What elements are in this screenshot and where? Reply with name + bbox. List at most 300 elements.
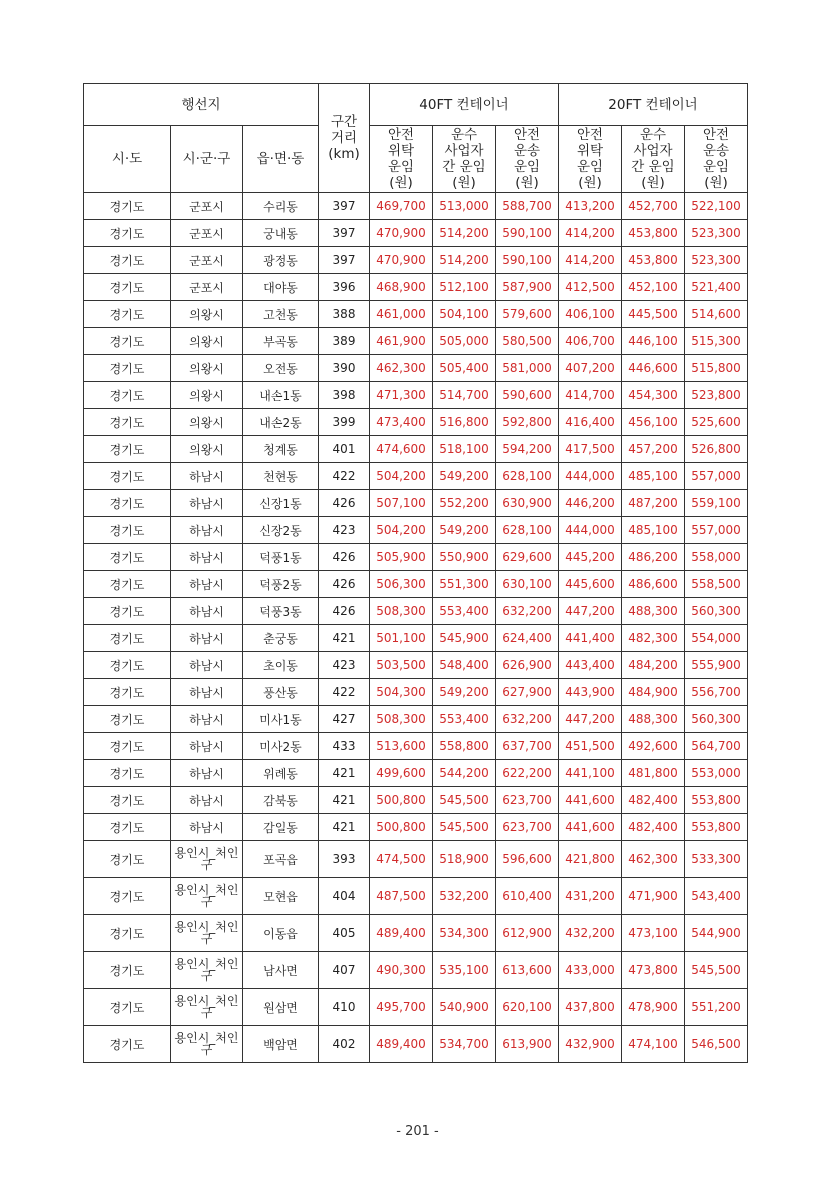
ft40-consign-cell: 503,500 xyxy=(370,652,433,679)
ft20-carrier-cell: 486,600 xyxy=(622,571,685,598)
distance-cell: 390 xyxy=(319,355,370,382)
sido-cell: 경기도 xyxy=(84,490,171,517)
ft20-consign-cell: 445,600 xyxy=(559,571,622,598)
eupmyeondong-cell: 이동읍 xyxy=(243,915,319,952)
eupmyeondong-cell: 원삼면 xyxy=(243,989,319,1026)
ft20-carrier-cell: 452,100 xyxy=(622,274,685,301)
eupmyeondong-cell: 청계동 xyxy=(243,436,319,463)
table-row xyxy=(84,679,748,706)
ft20-transport-header: 안전 운송 운임 (원) xyxy=(685,126,748,193)
ft20-transport-cell: 560,300 xyxy=(685,706,748,733)
ft20-transport-cell: 551,200 xyxy=(685,989,748,1026)
table-row xyxy=(84,193,748,220)
table-row xyxy=(84,989,748,1026)
sigungu-cell: 의왕시 xyxy=(171,301,243,328)
ft20-consign-cell: 416,400 xyxy=(559,409,622,436)
ft40-transport-cell: 623,700 xyxy=(496,814,559,841)
sigungu-cell: 하남시 xyxy=(171,679,243,706)
distance-cell: 421 xyxy=(319,760,370,787)
ft40-carrier-cell: 534,700 xyxy=(433,1026,496,1063)
ft20-consign-cell: 441,400 xyxy=(559,625,622,652)
ft20-carrier-cell: 474,100 xyxy=(622,1026,685,1063)
eupmyeondong-cell: 남사면 xyxy=(243,952,319,989)
sido-cell: 경기도 xyxy=(84,355,171,382)
ft40-consign-cell: 508,300 xyxy=(370,598,433,625)
freight-rate-table xyxy=(83,83,748,1063)
ft40-transport-cell: 612,900 xyxy=(496,915,559,952)
ft20-transport-cell: 553,800 xyxy=(685,787,748,814)
sido-cell: 경기도 xyxy=(84,544,171,571)
ft40-consign-cell: 504,200 xyxy=(370,463,433,490)
table-row xyxy=(84,760,748,787)
ft20-carrier-cell: 456,100 xyxy=(622,409,685,436)
ft20-transport-cell: 554,000 xyxy=(685,625,748,652)
ft20-transport-cell: 553,800 xyxy=(685,814,748,841)
sigungu-cell: 하남시 xyxy=(171,787,243,814)
ft20-transport-cell: 515,800 xyxy=(685,355,748,382)
ft20-consign-cell: 441,600 xyxy=(559,787,622,814)
ft20-consign-cell: 445,200 xyxy=(559,544,622,571)
ft20-carrier-cell: 473,100 xyxy=(622,915,685,952)
rate-rows xyxy=(84,193,748,1063)
eupmyeondong-cell: 덕풍3동 xyxy=(243,598,319,625)
sigungu-cell: 의왕시 xyxy=(171,382,243,409)
ft20-consign-cell: 432,900 xyxy=(559,1026,622,1063)
table-row xyxy=(84,247,748,274)
page-number: - 201 - xyxy=(396,1124,439,1139)
ft20-carrier-cell: 484,900 xyxy=(622,679,685,706)
eupmyeondong-cell: 내손2동 xyxy=(243,409,319,436)
ft40-consign-cell: 489,400 xyxy=(370,1026,433,1063)
sido-cell: 경기도 xyxy=(84,814,171,841)
sigungu-cell: 하남시 xyxy=(171,625,243,652)
table-row xyxy=(84,598,748,625)
sigungu-cell: 군포시 xyxy=(171,247,243,274)
table-row xyxy=(84,625,748,652)
sigungu-cell: 용인시_처인구 xyxy=(171,841,243,878)
distance-cell: 426 xyxy=(319,598,370,625)
ft40-carrier-cell: 518,900 xyxy=(433,841,496,878)
ft40-consign-cell: 501,100 xyxy=(370,625,433,652)
ft20-transport-cell: 564,700 xyxy=(685,733,748,760)
ft40-consign-cell: 506,300 xyxy=(370,571,433,598)
table-row xyxy=(84,814,748,841)
ft20-carrier-cell: 481,800 xyxy=(622,760,685,787)
destination-header: 행선지 xyxy=(84,84,319,126)
ft40-carrier-cell: 505,400 xyxy=(433,355,496,382)
sigungu-cell: 의왕시 xyxy=(171,409,243,436)
eupmyeondong-cell: 미사1동 xyxy=(243,706,319,733)
ft20-consign-cell: 431,200 xyxy=(559,878,622,915)
ft20-consign-cell: 414,200 xyxy=(559,247,622,274)
sido-cell: 경기도 xyxy=(84,841,171,878)
ft40-transport-cell: 630,900 xyxy=(496,490,559,517)
sido-cell: 경기도 xyxy=(84,679,171,706)
ft40-transport-header: 안전 운송 운임 (원) xyxy=(496,126,559,193)
ft40-transport-cell: 588,700 xyxy=(496,193,559,220)
ft20-transport-cell: 556,700 xyxy=(685,679,748,706)
table-row xyxy=(84,733,748,760)
ft20-consign-cell: 443,400 xyxy=(559,652,622,679)
ft20-consign-cell: 406,700 xyxy=(559,328,622,355)
eupmyeondong-cell: 신장1동 xyxy=(243,490,319,517)
eupmyeondong-cell: 풍산동 xyxy=(243,679,319,706)
ft40-carrier-cell: 540,900 xyxy=(433,989,496,1026)
ft20-consign-cell: 412,500 xyxy=(559,274,622,301)
ft20-carrier-cell: 445,500 xyxy=(622,301,685,328)
sigungu-cell: 하남시 xyxy=(171,490,243,517)
ft20-carrier-cell: 482,400 xyxy=(622,814,685,841)
sigungu-cell: 군포시 xyxy=(171,193,243,220)
table-row xyxy=(84,409,748,436)
ft20-transport-cell: 523,800 xyxy=(685,382,748,409)
table-row xyxy=(84,382,748,409)
sido-cell: 경기도 xyxy=(84,517,171,544)
sido-cell: 경기도 xyxy=(84,409,171,436)
ft40-carrier-cell: 518,100 xyxy=(433,436,496,463)
table-row xyxy=(84,878,748,915)
sigungu-cell: 군포시 xyxy=(171,220,243,247)
ft20-carrier-cell: 482,300 xyxy=(622,625,685,652)
ft40-consign-cell: 474,600 xyxy=(370,436,433,463)
ft40-transport-cell: 594,200 xyxy=(496,436,559,463)
sido-cell: 경기도 xyxy=(84,787,171,814)
ft40-transport-cell: 580,500 xyxy=(496,328,559,355)
sigungu-cell: 하남시 xyxy=(171,544,243,571)
table-row xyxy=(84,274,748,301)
sido-cell: 경기도 xyxy=(84,989,171,1026)
ft20-carrier-cell: 485,100 xyxy=(622,517,685,544)
distance-cell: 410 xyxy=(319,989,370,1026)
sido-cell: 경기도 xyxy=(84,625,171,652)
distance-cell: 393 xyxy=(319,841,370,878)
table-row xyxy=(84,841,748,878)
ft40-transport-cell: 628,100 xyxy=(496,517,559,544)
ft40-consign-cell: 504,300 xyxy=(370,679,433,706)
ft20-transport-cell: 523,300 xyxy=(685,220,748,247)
eupmyeondong-cell: 고천동 xyxy=(243,301,319,328)
ft40-carrier-cell: 550,900 xyxy=(433,544,496,571)
sido-cell: 경기도 xyxy=(84,915,171,952)
ft20-carrier-cell: 488,300 xyxy=(622,706,685,733)
eupmyeondong-cell: 수리동 xyxy=(243,193,319,220)
sigungu-cell: 하남시 xyxy=(171,598,243,625)
ft20-carrier-cell: 453,800 xyxy=(622,220,685,247)
ft20-transport-cell: 523,300 xyxy=(685,247,748,274)
ft20-transport-cell: 546,500 xyxy=(685,1026,748,1063)
eupmyeondong-cell: 포곡읍 xyxy=(243,841,319,878)
distance-cell: 426 xyxy=(319,571,370,598)
ft40-carrier-cell: 514,200 xyxy=(433,220,496,247)
eupmyeondong-cell: 대야동 xyxy=(243,274,319,301)
distance-header: 구간 거리 (km) xyxy=(319,84,370,193)
sigungu-cell: 용인시_처인구 xyxy=(171,952,243,989)
ft20-carrier-cell: 471,900 xyxy=(622,878,685,915)
ft20-transport-cell: 558,000 xyxy=(685,544,748,571)
eupmyeondong-cell: 내손1동 xyxy=(243,382,319,409)
ft20-carrier-cell: 462,300 xyxy=(622,841,685,878)
ft40-consign-cell: 461,000 xyxy=(370,301,433,328)
ft40-carrier-cell: 514,700 xyxy=(433,382,496,409)
ft40-transport-cell: 613,600 xyxy=(496,952,559,989)
ft20-consign-cell: 413,200 xyxy=(559,193,622,220)
ft40-carrier-cell: 549,200 xyxy=(433,463,496,490)
ft40-consign-cell: 489,400 xyxy=(370,915,433,952)
eupmyeondong-cell: 초이동 xyxy=(243,652,319,679)
ft20-transport-cell: 521,400 xyxy=(685,274,748,301)
ft20-transport-cell: 560,300 xyxy=(685,598,748,625)
table-row xyxy=(84,706,748,733)
sido-cell: 경기도 xyxy=(84,463,171,490)
eupmyeondong-cell: 감북동 xyxy=(243,787,319,814)
ft20-carrier-cell: 452,700 xyxy=(622,193,685,220)
sigungu-cell: 하남시 xyxy=(171,517,243,544)
ft40-carrier-cell: 545,500 xyxy=(433,814,496,841)
sigungu-cell: 용인시_처인구 xyxy=(171,1026,243,1063)
ft40-carrier-cell: 534,300 xyxy=(433,915,496,952)
ft40-carrier-cell: 549,200 xyxy=(433,517,496,544)
table-row xyxy=(84,355,748,382)
ft20-carrier-cell: 484,200 xyxy=(622,652,685,679)
ft40-transport-cell: 590,100 xyxy=(496,220,559,247)
ft20-carrier-cell: 487,200 xyxy=(622,490,685,517)
distance-cell: 398 xyxy=(319,382,370,409)
distance-cell: 421 xyxy=(319,625,370,652)
ft40-carrier-cell: 535,100 xyxy=(433,952,496,989)
ft40-transport-cell: 632,200 xyxy=(496,598,559,625)
table-row xyxy=(84,301,748,328)
ft20-carrier-cell: 446,600 xyxy=(622,355,685,382)
ft40-transport-cell: 581,000 xyxy=(496,355,559,382)
ft40-transport-cell: 590,100 xyxy=(496,247,559,274)
ft20-transport-cell: 526,800 xyxy=(685,436,748,463)
ft40-carrier-cell: 549,200 xyxy=(433,679,496,706)
ft40-consign-cell: 505,900 xyxy=(370,544,433,571)
ft40-consign-cell: 500,800 xyxy=(370,814,433,841)
distance-cell: 399 xyxy=(319,409,370,436)
ft40-transport-cell: 629,600 xyxy=(496,544,559,571)
table-row xyxy=(84,571,748,598)
table-row xyxy=(84,220,748,247)
sido-cell: 경기도 xyxy=(84,220,171,247)
eupmyeondong-cell: 천현동 xyxy=(243,463,319,490)
ft40-transport-cell: 630,100 xyxy=(496,571,559,598)
ft40-transport-cell: 590,600 xyxy=(496,382,559,409)
distance-cell: 433 xyxy=(319,733,370,760)
sido-cell: 경기도 xyxy=(84,878,171,915)
distance-cell: 396 xyxy=(319,274,370,301)
ft40-transport-cell: 610,400 xyxy=(496,878,559,915)
ft20-carrier-cell: 457,200 xyxy=(622,436,685,463)
ft20-carrier-cell: 492,600 xyxy=(622,733,685,760)
ft40-transport-cell: 587,900 xyxy=(496,274,559,301)
ft20-header: 20FT 컨테이너 xyxy=(559,84,748,126)
ft20-consign-cell: 414,700 xyxy=(559,382,622,409)
sido-header: 시·도 xyxy=(84,126,171,193)
ft20-carrier-cell: 454,300 xyxy=(622,382,685,409)
sigungu-header: 시·군·구 xyxy=(171,126,243,193)
eupmyeondong-cell: 감일동 xyxy=(243,814,319,841)
sido-cell: 경기도 xyxy=(84,382,171,409)
ft40-transport-cell: 623,700 xyxy=(496,787,559,814)
distance-cell: 397 xyxy=(319,220,370,247)
distance-cell: 401 xyxy=(319,436,370,463)
ft20-transport-cell: 544,900 xyxy=(685,915,748,952)
sido-cell: 경기도 xyxy=(84,952,171,989)
ft40-transport-cell: 620,100 xyxy=(496,989,559,1026)
ft40-transport-cell: 626,900 xyxy=(496,652,559,679)
sigungu-cell: 하남시 xyxy=(171,706,243,733)
table-row xyxy=(84,952,748,989)
ft40-transport-cell: 613,900 xyxy=(496,1026,559,1063)
sido-cell: 경기도 xyxy=(84,598,171,625)
ft40-consign-cell: 461,900 xyxy=(370,328,433,355)
ft20-consign-cell: 441,100 xyxy=(559,760,622,787)
sigungu-cell: 용인시_처인구 xyxy=(171,915,243,952)
sido-cell: 경기도 xyxy=(84,436,171,463)
ft20-transport-cell: 533,300 xyxy=(685,841,748,878)
table-row xyxy=(84,652,748,679)
table-row xyxy=(84,517,748,544)
ft40-carrier-header: 운수 사업자 간 운임 (원) xyxy=(433,126,496,193)
ft40-consign-cell: 499,600 xyxy=(370,760,433,787)
ft40-consign-cell: 470,900 xyxy=(370,220,433,247)
ft40-carrier-cell: 516,800 xyxy=(433,409,496,436)
ft20-transport-cell: 553,000 xyxy=(685,760,748,787)
distance-cell: 402 xyxy=(319,1026,370,1063)
eupmyeondong-cell: 백암면 xyxy=(243,1026,319,1063)
ft20-consign-cell: 414,200 xyxy=(559,220,622,247)
ft20-consign-cell: 433,000 xyxy=(559,952,622,989)
ft20-consign-cell: 444,000 xyxy=(559,463,622,490)
ft40-consign-cell: 508,300 xyxy=(370,706,433,733)
eupmyeondong-cell: 오전동 xyxy=(243,355,319,382)
eupmyeondong-cell: 신장2동 xyxy=(243,517,319,544)
ft40-transport-cell: 596,600 xyxy=(496,841,559,878)
table-row xyxy=(84,490,748,517)
eupmyeondong-cell: 모현읍 xyxy=(243,878,319,915)
ft40-consign-cell: 487,500 xyxy=(370,878,433,915)
sigungu-cell: 의왕시 xyxy=(171,436,243,463)
sigungu-cell: 용인시_처인구 xyxy=(171,989,243,1026)
ft20-transport-cell: 514,600 xyxy=(685,301,748,328)
ft40-transport-cell: 592,800 xyxy=(496,409,559,436)
table-row xyxy=(84,463,748,490)
ft40-transport-cell: 622,200 xyxy=(496,760,559,787)
distance-cell: 421 xyxy=(319,787,370,814)
ft20-transport-cell: 522,100 xyxy=(685,193,748,220)
ft20-consign-cell: 447,200 xyxy=(559,598,622,625)
eupmyeondong-cell: 미사2동 xyxy=(243,733,319,760)
distance-cell: 422 xyxy=(319,679,370,706)
sigungu-cell: 의왕시 xyxy=(171,328,243,355)
table-row xyxy=(84,1026,748,1063)
ft40-consign-cell: 469,700 xyxy=(370,193,433,220)
ft20-consign-cell: 437,800 xyxy=(559,989,622,1026)
sigungu-cell: 하남시 xyxy=(171,760,243,787)
ft20-consign-cell: 432,200 xyxy=(559,915,622,952)
eupmyeondong-cell: 춘궁동 xyxy=(243,625,319,652)
distance-cell: 397 xyxy=(319,247,370,274)
distance-cell: 422 xyxy=(319,463,370,490)
sido-cell: 경기도 xyxy=(84,193,171,220)
sigungu-cell: 의왕시 xyxy=(171,355,243,382)
ft40-consign-cell: 471,300 xyxy=(370,382,433,409)
eupmyeondong-cell: 궁내동 xyxy=(243,220,319,247)
table-row xyxy=(84,915,748,952)
ft40-carrier-cell: 548,400 xyxy=(433,652,496,679)
ft40-transport-cell: 627,900 xyxy=(496,679,559,706)
table-row xyxy=(84,544,748,571)
distance-cell: 421 xyxy=(319,814,370,841)
ft40-carrier-cell: 545,900 xyxy=(433,625,496,652)
sido-cell: 경기도 xyxy=(84,301,171,328)
ft20-carrier-cell: 482,400 xyxy=(622,787,685,814)
sido-cell: 경기도 xyxy=(84,1026,171,1063)
distance-cell: 405 xyxy=(319,915,370,952)
sido-cell: 경기도 xyxy=(84,274,171,301)
ft20-carrier-cell: 485,100 xyxy=(622,463,685,490)
eupmyeondong-cell: 덕풍2동 xyxy=(243,571,319,598)
eupmyeondong-cell: 부곡동 xyxy=(243,328,319,355)
sigungu-cell: 하남시 xyxy=(171,733,243,760)
ft20-transport-cell: 555,900 xyxy=(685,652,748,679)
eupmyeondong-cell: 덕풍1동 xyxy=(243,544,319,571)
distance-cell: 407 xyxy=(319,952,370,989)
eupmyeondong-cell: 광정동 xyxy=(243,247,319,274)
sido-cell: 경기도 xyxy=(84,247,171,274)
distance-cell: 426 xyxy=(319,544,370,571)
ft40-carrier-cell: 552,200 xyxy=(433,490,496,517)
sido-cell: 경기도 xyxy=(84,706,171,733)
ft20-carrier-cell: 473,800 xyxy=(622,952,685,989)
distance-cell: 397 xyxy=(319,193,370,220)
ft40-consign-cell: 470,900 xyxy=(370,247,433,274)
distance-cell: 423 xyxy=(319,652,370,679)
sigungu-cell: 하남시 xyxy=(171,814,243,841)
ft40-consign-cell: 500,800 xyxy=(370,787,433,814)
ft20-transport-cell: 515,300 xyxy=(685,328,748,355)
table-row xyxy=(84,787,748,814)
ft20-carrier-cell: 478,900 xyxy=(622,989,685,1026)
ft40-consign-cell: 495,700 xyxy=(370,989,433,1026)
ft40-carrier-cell: 551,300 xyxy=(433,571,496,598)
ft40-header: 40FT 컨테이너 xyxy=(370,84,559,126)
ft40-transport-cell: 637,700 xyxy=(496,733,559,760)
distance-cell: 404 xyxy=(319,878,370,915)
ft40-carrier-cell: 532,200 xyxy=(433,878,496,915)
ft40-carrier-cell: 504,100 xyxy=(433,301,496,328)
ft20-consign-cell: 407,200 xyxy=(559,355,622,382)
sido-cell: 경기도 xyxy=(84,328,171,355)
ft40-carrier-cell: 553,400 xyxy=(433,706,496,733)
ft20-consign-cell: 443,900 xyxy=(559,679,622,706)
ft20-consign-cell: 447,200 xyxy=(559,706,622,733)
distance-cell: 426 xyxy=(319,490,370,517)
ft20-carrier-cell: 486,200 xyxy=(622,544,685,571)
ft40-consign-cell: 507,100 xyxy=(370,490,433,517)
ft20-consign-cell: 451,500 xyxy=(559,733,622,760)
ft40-consign-cell: 468,900 xyxy=(370,274,433,301)
ft20-consign-cell: 444,000 xyxy=(559,517,622,544)
ft40-consign-cell: 490,300 xyxy=(370,952,433,989)
ft40-carrier-cell: 512,100 xyxy=(433,274,496,301)
ft40-transport-cell: 628,100 xyxy=(496,463,559,490)
sido-cell: 경기도 xyxy=(84,571,171,598)
ft40-carrier-cell: 553,400 xyxy=(433,598,496,625)
distance-cell: 388 xyxy=(319,301,370,328)
sido-cell: 경기도 xyxy=(84,652,171,679)
